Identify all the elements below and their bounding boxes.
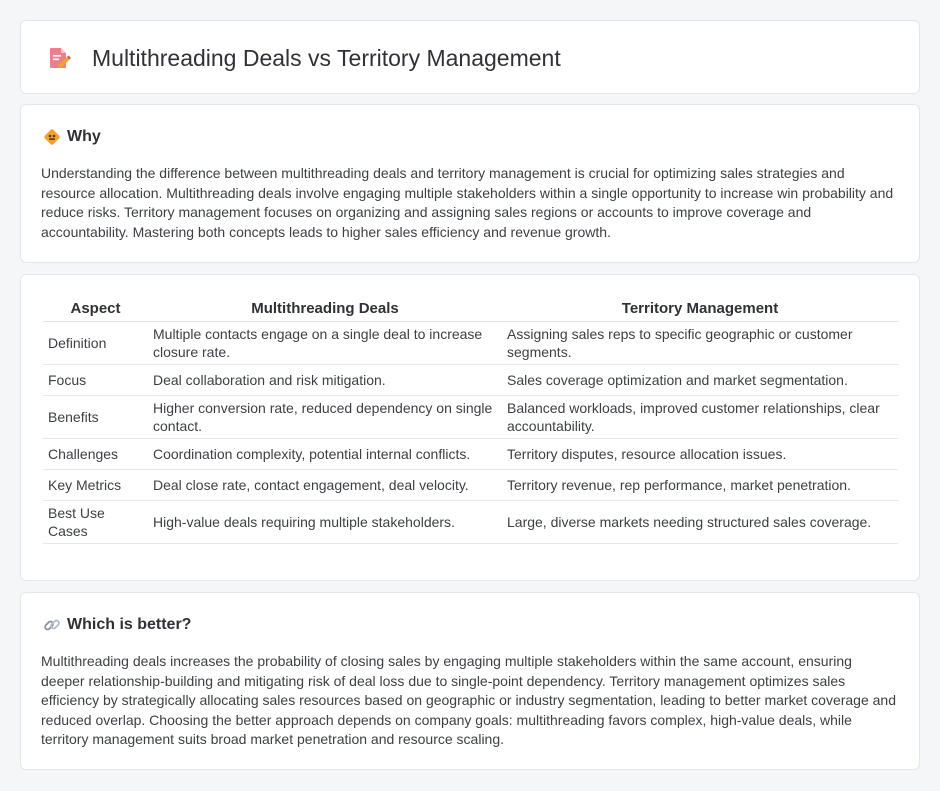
table-row (43, 470, 898, 501)
which-is-better-section (20, 592, 920, 770)
header-territory: Territory Management (502, 295, 898, 322)
territory-cell: Sales coverage optimization and market segmentation. (502, 365, 898, 396)
why-text: Understanding the difference between multithreading deals and territory management is crucial for optimizing sales strategies and resource allocation. Multithreading deals involve engaging multiple stakeholders within a single opportunity to increase win probability and reduce risks. Territory management focuses on organizing and assigning sales regions or accounts to improve coverage and accountability. Mastering both concepts leads to higher sales efficiency and revenue growth. (41, 165, 894, 240)
why-section (20, 104, 920, 263)
better-heading (43, 614, 191, 636)
link-icon (43, 616, 61, 634)
header-aspect: Aspect (43, 295, 148, 322)
diamond-sign-icon (43, 128, 61, 146)
header-card (20, 20, 920, 94)
table-row (43, 365, 898, 396)
comparison-section (20, 274, 920, 581)
why-title: Why (67, 128, 101, 145)
better-text: Multithreading deals increases the probability of closing sales by engaging multiple stakeholders within the same account, ensuring deeper relationship-building and mitigating risk of deal loss due to single-point dependency. Territory management optimizes sales efficiency by strategically allocating sales resources based on geographic or industry segmentation, leading to better market coverage and reduced overlap. Choosing the better approach depends on company goals: multithreading favors complex, high-value deals, while territory management suits broad market penetration and resource scaling. (41, 653, 897, 747)
multithreading-cell: Multiple contacts engage on a single deal to increase closure rate. (148, 322, 502, 365)
better-title: Which is better? (67, 616, 192, 633)
aspect-cell: Key Metrics (43, 470, 148, 501)
aspect-cell: Focus (43, 365, 148, 396)
multithreading-cell: Deal close rate, contact engagement, deal velocity. (148, 470, 502, 501)
multithreading-cell: High-value deals requiring multiple stakeholders. (148, 501, 502, 544)
territory-cell: Large, diverse markets needing structured sales coverage. (502, 501, 898, 544)
table-row (43, 501, 898, 544)
aspect-cell: Challenges (43, 439, 148, 470)
table-row (43, 439, 898, 470)
territory-cell: Territory revenue, rep performance, market penetration. (502, 470, 898, 501)
aspect-cell: Definition (43, 322, 148, 365)
aspect-cell: Benefits (43, 396, 148, 439)
page-title: Multithreading Deals vs Territory Management (92, 45, 561, 71)
table-row (43, 396, 898, 439)
territory-cell: Balanced workloads, improved customer relationships, clear accountability. (502, 396, 898, 439)
table-header-row (43, 295, 898, 322)
why-heading (43, 126, 101, 148)
multithreading-cell: Coordination complexity, potential internal conflicts. (148, 439, 502, 470)
territory-cell: Territory disputes, resource allocation issues. (502, 439, 898, 470)
multithreading-cell: Deal collaboration and risk mitigation. (148, 365, 502, 396)
table-row (43, 322, 898, 365)
comparison-table (43, 295, 898, 544)
multithreading-cell: Higher conversion rate, reduced dependency on single contact. (148, 396, 502, 439)
territory-cell: Assigning sales reps to specific geographic or customer segments. (502, 322, 898, 365)
aspect-cell: Best Use Cases (43, 501, 148, 544)
header-multithreading: Multithreading Deals (148, 295, 502, 322)
document-pencil-icon (47, 46, 71, 70)
